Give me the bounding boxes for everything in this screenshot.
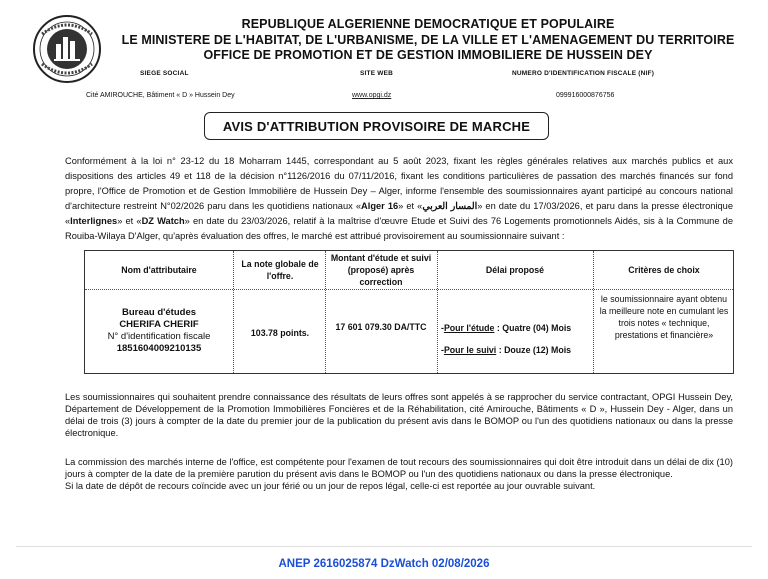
site-label: SITE WEB — [360, 70, 394, 77]
footer-divider — [16, 546, 752, 547]
cell-name: Bureau d'études CHERIFA CHERIF N° d'identification fiscale 1851604009210135 — [107, 307, 211, 354]
th-montant: Montant d'étude et suivi (proposé) après correction — [330, 253, 432, 287]
cell-montant: 17 601 079.30 DA/TTC — [335, 322, 427, 332]
nif-label: NUMERO D'IDENTIFICATION FISCALE (NIF) — [512, 70, 655, 77]
th-name: Nom d'attributaire — [121, 265, 197, 275]
header-line-1: REPUBLIQUE ALGERIENNE DEMOCRATIQUE ET POPULAIRE — [241, 17, 615, 31]
results-paragraph: Les soumissionnaires qui souhaitent prendre connaissance des résultats de leurs offres sont appelés à se rapprocher du service contractant, OPGI Hussein Dey, Département de Développement de la Promotion Immobilières Foncières et de la Réhabilitation, cité Amirouche, Bâtiments « D », Hussein Dey - Alger, dans un délai de trois (3) jours à compter de la date du premier jour de la publication du présent avis dans le BOMOP ou l'un des quotidiens nationaux ou dans la presse électronique. — [65, 392, 733, 438]
th-delai: Délai proposé — [485, 265, 545, 275]
th-note: La note globale de l'offre. — [241, 259, 319, 281]
anep-reference: ANEP 2616025874 DzWatch 02/08/2026 — [278, 558, 490, 570]
cell-criteres: le soumissionnaire ayant obtenu la meilleure note en cumulant les trois notes « technique, prestations et financière» — [599, 294, 729, 340]
header-line-3: OFFICE DE PROMOTION ET DE GESTION IMMOBILIERE DE HUSSEIN DEY — [203, 48, 653, 62]
siege-value: Cité AMIROUCHE, Bâtiment « D » Hussein Dey — [86, 92, 235, 99]
th-criteres: Critères de choix — [628, 265, 700, 275]
siege-label: SIEGE SOCIAL — [140, 70, 189, 77]
site-link[interactable]: www.opgi.dz — [352, 92, 392, 99]
cell-delai: -Pour l'étude : Quatre (04) Mois -Pour le suivi : Douze (12) Mois — [441, 323, 572, 355]
recours-paragraph: La commission des marchés interne de l'office, est compétente pour l'examen de tout recours des soumissionnaires qui doit être introduit dans un délai de dix (10) jours à compter de la date de la première parution du présent avis dans le BOMOP ou l'un des quotidiens nationaux ou dans la presse électronique. Si la date de dépôt de recours coïncide avec un jour férié ou un jour de repos légal, celle-ci est reportée au jour ouvrable suivant. — [65, 457, 733, 491]
opgi-logo — [32, 14, 102, 84]
page-title: AVIS D'ATTRIBUTION PROVISOIRE DE MARCHE — [204, 112, 549, 140]
cell-note: 103.78 points. — [250, 328, 310, 338]
header-line-2: LE MINISTERE DE L'HABITAT, DE L'URBANISME, DE LA VILLE ET L'AMENAGEMENT DU TERRITOIRE — [121, 33, 735, 47]
nif-value: 099916000876756 — [556, 92, 615, 99]
attribution-table — [84, 250, 734, 374]
intro-paragraph: Conformément à la loi n° 23-12 du 18 Moharram 1445, correspondant au 5 août 2023, fixant les règles générales relatives aux marchés publics et aux dispositions des articles 49 et 118 de la décision n°1126/2016 du 07/11/2016, fixant les conditions particulières de passation des marchés financés sur fond propre, l'Office de Promotion et de Gestion Immobilière de Hussein Dey – Alger, informe l'ensemble des soumissionnaires ayant participé au concours national d'architecture restreint N°02/2026 paru dans les quotidiens nationaux «Alger 16» et «المسار العربي» en date du 17/03/2026, et paru dans la presse électronique «Interlignes» et «DZ Watch» en date du 23/03/2026, relatif à la maîtrise d'œuvre Etude et Suivi des 76 Logements promotionnels Aidés, sis à la Commune de Rouiba-Wilaya D'Alger, qu'après évaluation des offres, le marché est attribué provisoirement au soumissionnaire suivant : — [65, 156, 733, 241]
